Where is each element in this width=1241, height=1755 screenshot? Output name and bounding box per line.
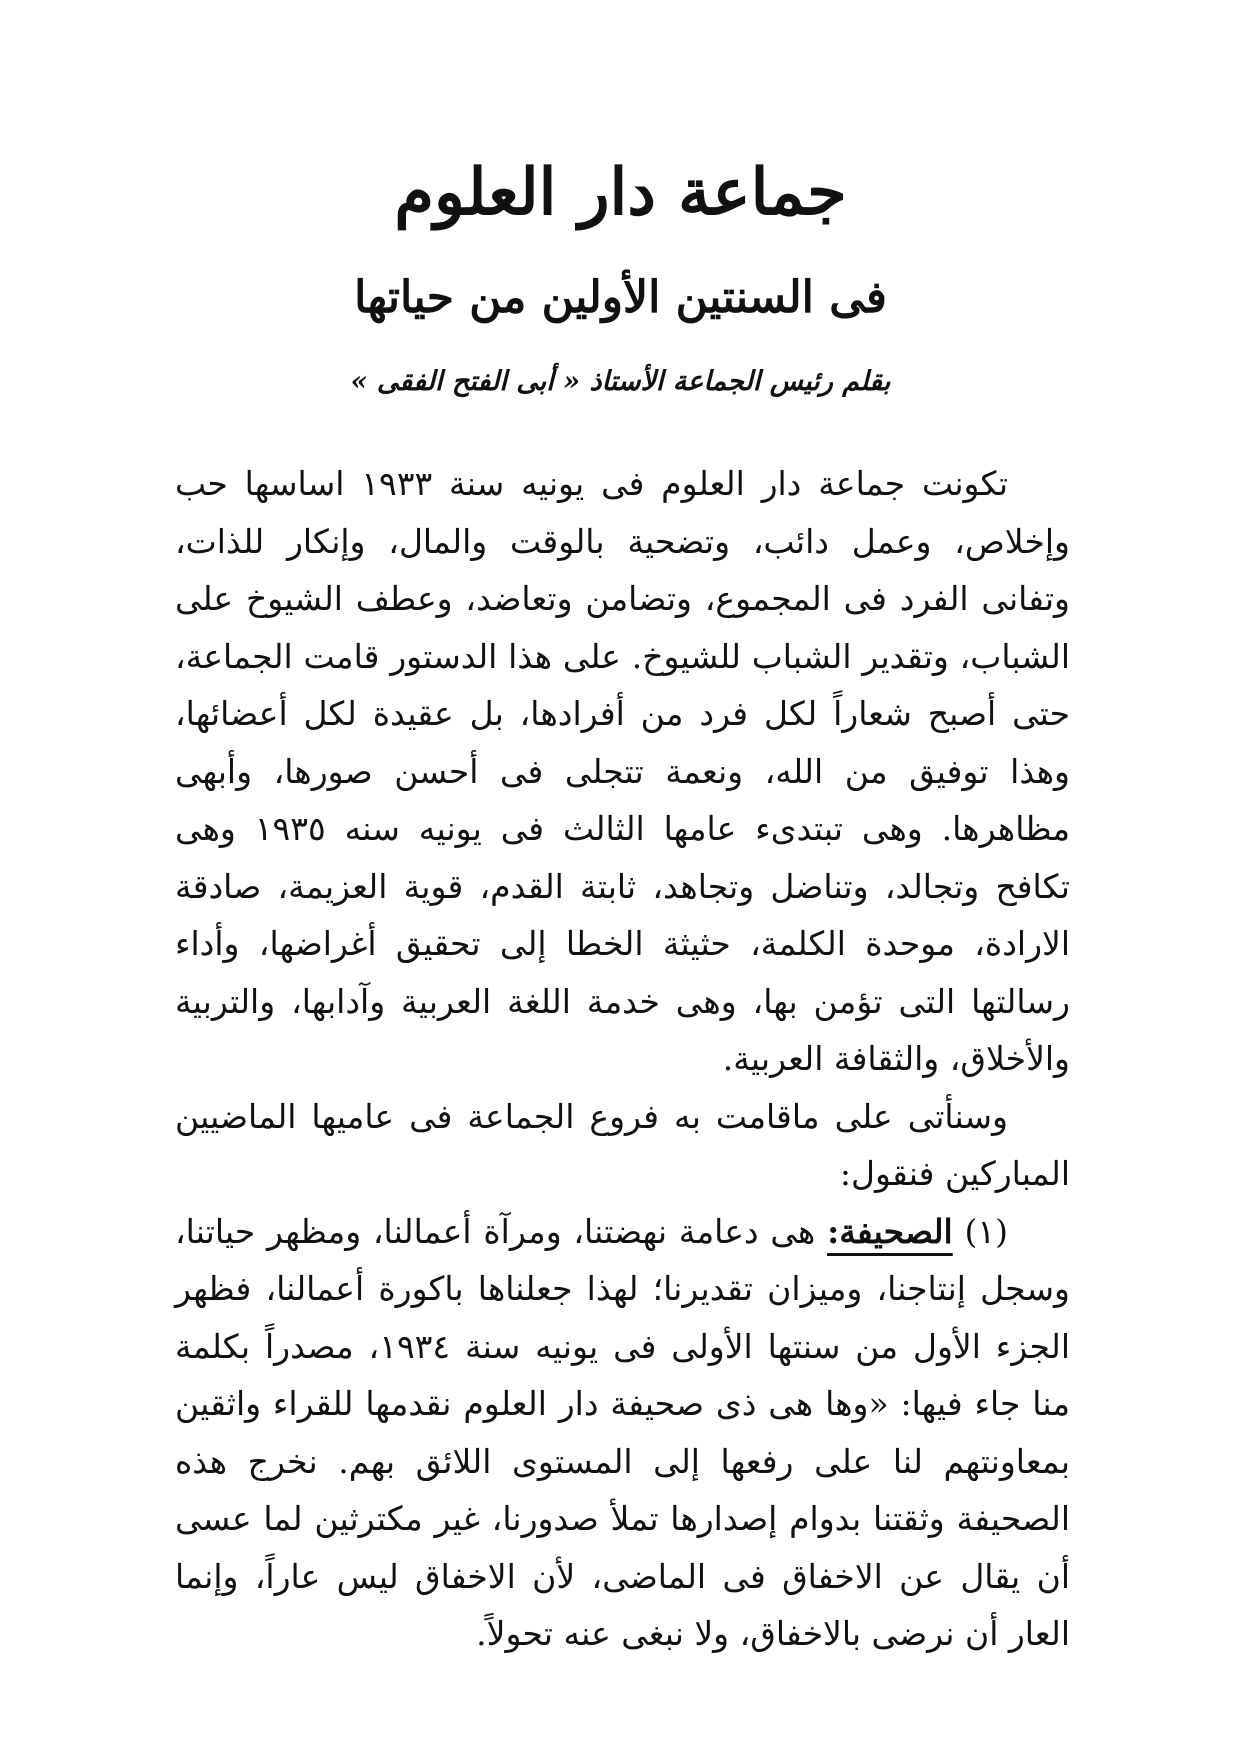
page-subtitle: فى السنتين الأولين من حياتها xyxy=(354,272,887,323)
author-byline: بقلم رئيس الجماعة الأستاذ « أبى الفتح الفقى » xyxy=(350,366,891,397)
paragraph-intro-branches: وسنأتى على ماقامت به فروع الجماعة فى عاميها الماضيين المباركين فنقول: xyxy=(175,1096,1070,1193)
section-text: هى دعامة نهضتنا، ومرآة أعمالنا، ومظهر حياتنا، وسجل إنتاجنا، وميزان تقديرنا؛ لهذا جعلناها باكورة أعمالنا، فظهر الجزء الأول من سنتها الأولى فى يونيه سنة ١٩٣٤، مصدراً بكلمة منا جاء فيها: «وها هى ذى صحيفة دار العلوم نقدمها للقراء واثقين بمعاونتهم لنا على رفعها إلى المستوى اللائق بهم. نخرج هذه الصحيفة وثقتنا بدوام إصدارها تملأ صدورنا، غير مكترثين لما عسى أن يقال عن الاخفاق فى الماضى، لأن الاخفاق ليس عاراً، وإنما العار أن نرضى بالاخفاق، ولا نبغى عنه تحولاً. xyxy=(175,1211,1070,1653)
page-title: جماعة دار العلوم xyxy=(394,155,847,230)
section-label: الصحيفة: xyxy=(827,1211,953,1251)
paragraph-founding: تكونت جماعة دار العلوم فى يونيه سنة ١٩٣٣ اساسها حب وإخلاص، وعمل دائب، وتضحية بالوقت والمال، وإنكار للذات، وتفانى الفرد فى المجموع، وتضامن وتعاضد، وعطف الشيوخ على الشباب، وتقدير الشباب للشيوخ. على هذا الدستور قامت الجماعة، حتى أصبح شعاراً لكل فرد من أفرادها، بل عقيدة لكل أعضائها، وهذا توفيق من الله، ونعمة تتجلى فى أحسن صورها، وأبهى مظاهرها. وهى تبتدىء عامها الثالث فى يونيه سنه ١٩٣٥ وهى تكافح وتجالد، وتناضل وتجاهد، ثابتة القدم، قوية العزيمة، صادقة الارادة، موحدة الكلمة، حثيثة الخطا إلى تحقيق أغراضها، وأداء رسالتها التى تؤمن بها، وهى خدمة اللغة العربية وآدابها، والتربية والأخلاق، والثقافة العربية. xyxy=(175,464,1070,1078)
paragraph-newspaper xyxy=(175,1203,1070,1663)
article-body xyxy=(175,455,1070,1663)
section-number: (١) xyxy=(964,1211,1008,1251)
